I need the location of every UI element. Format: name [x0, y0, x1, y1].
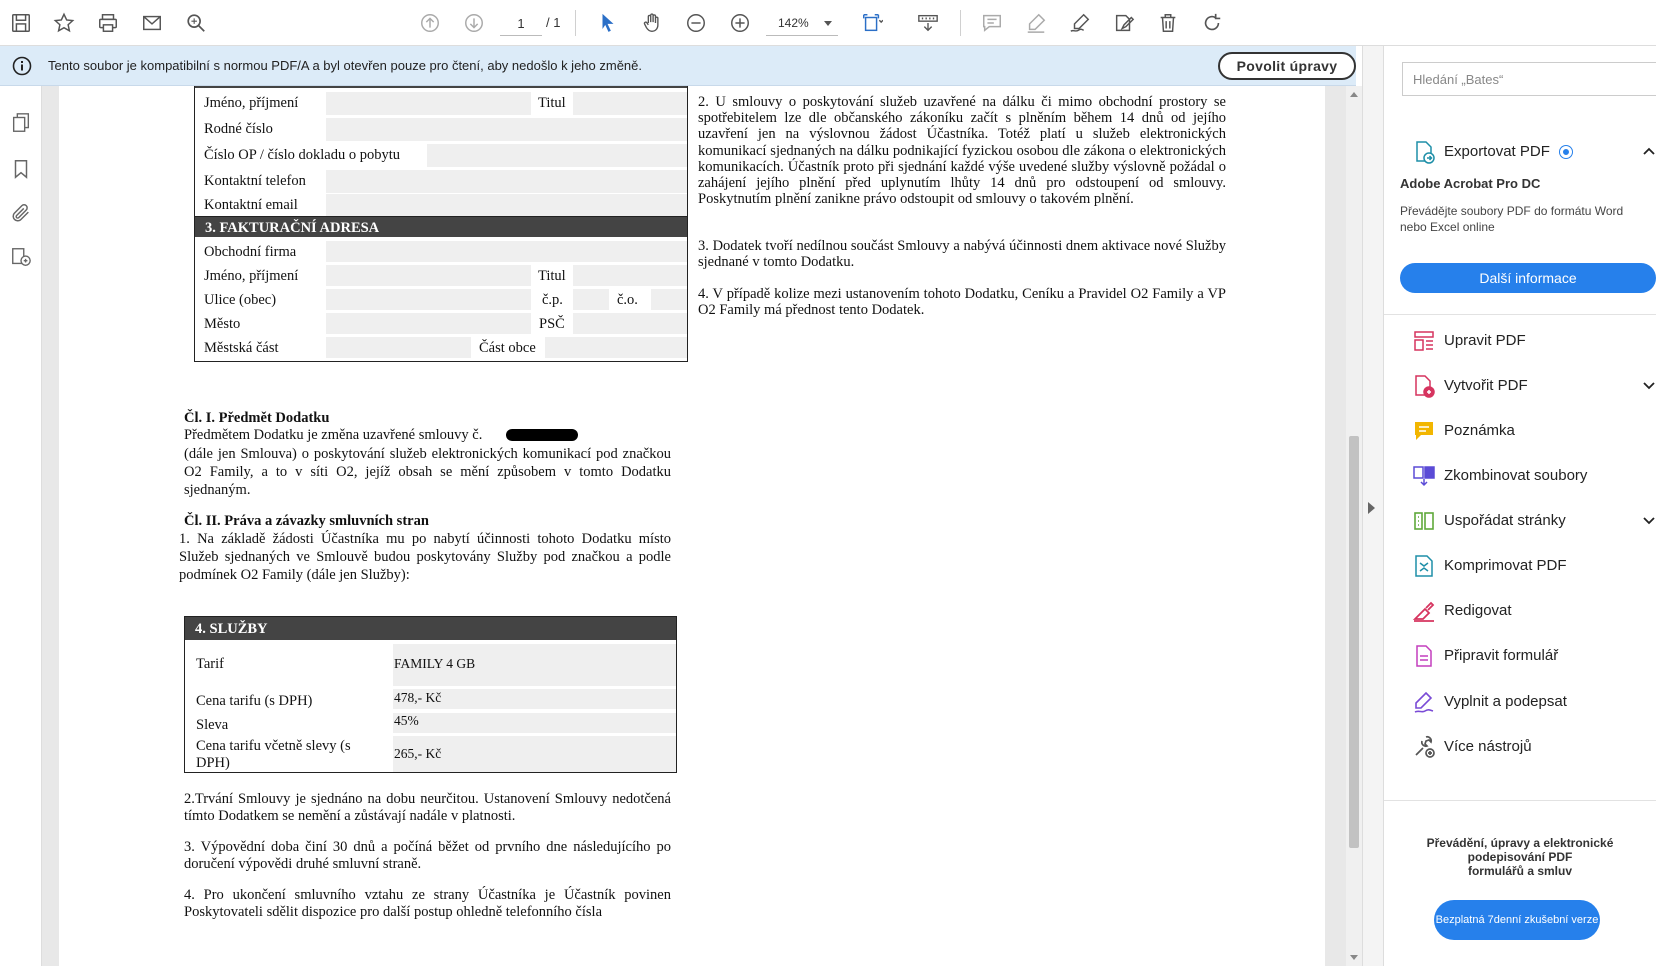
article-1-line: Předmětem Dodatku je změna uzavřené smlouvy č.	[184, 427, 483, 443]
print-icon[interactable]	[94, 9, 122, 37]
form-label: Městská část	[204, 340, 279, 356]
toolbar-divider	[960, 10, 961, 36]
form-label: Část obce	[479, 340, 536, 356]
edit-pdf-icon	[1412, 329, 1436, 353]
form-label: Kontaktní telefon	[204, 173, 306, 189]
comment-icon[interactable]	[978, 9, 1006, 37]
readonly-notice-bar	[0, 46, 1356, 86]
redaction-mark	[506, 429, 578, 441]
form-row	[195, 337, 687, 359]
form-row	[195, 241, 687, 263]
notice-text: Tento soubor je kompatibilní s normou PDF/A a byl otevřen pouze pro čtení, aby nedošlo k jeho změně.	[48, 58, 643, 73]
form-row	[195, 144, 687, 168]
service-row	[185, 736, 676, 772]
service-label: Cena tarifu včetně slevy (s DPH)	[196, 738, 351, 771]
billing-name-field	[326, 265, 531, 286]
redact-icon	[1412, 599, 1436, 623]
tool-redact[interactable]	[1384, 591, 1656, 631]
info-badge-icon	[1560, 146, 1572, 158]
hand-tool-icon[interactable]	[638, 9, 666, 37]
services-table	[184, 616, 677, 773]
paragraph-3: 3. Výpovědní doba činí 30 dnů a počíná běžet od prvního dne následujícího po doručení výpovědi druhé smluvní straně.	[184, 839, 671, 872]
city-part-field	[545, 337, 687, 358]
promo-title: Adobe Acrobat Pro DC	[1400, 176, 1541, 191]
bookmark-star-icon[interactable]	[50, 9, 78, 37]
billing-address-table	[194, 217, 688, 362]
export-pdf-label: Exportovat PDF	[1444, 143, 1550, 160]
zoom-in-icon[interactable]	[726, 9, 754, 37]
form-label: č.p.	[542, 292, 563, 308]
enable-editing-button[interactable]: Povolit úpravy	[1218, 52, 1356, 80]
tools-pane	[1384, 46, 1656, 966]
article-2-paragraph-1: 1. Na základě žádosti Účastníka mu po nabytí účinnosti tohoto Dodatku místo Služeb sjednaných ve Smlouvě budou poskytovány Služby pod značkou a podle podmínek O2 Family (dále jen Služby):	[179, 531, 671, 583]
co-field	[651, 289, 687, 310]
main-toolbar	[0, 0, 1656, 46]
more-tools-icon	[1412, 735, 1436, 759]
service-row	[185, 713, 676, 735]
service-row	[185, 644, 676, 686]
email-field	[326, 194, 687, 216]
export-pdf-icon	[1412, 140, 1436, 164]
bookmarks-icon[interactable]	[8, 156, 34, 182]
tool-label: Vytvořit PDF	[1444, 377, 1528, 394]
article-1-body: (dále jen Smlouva) o poskytování služeb elektronických komunikací pod značkou O2 Family, a to v síti O2, jejíž obsah se mění způsobem v tomto Dodatku sjednaným.	[184, 446, 671, 498]
service-label: Cena tarifu (s DPH)	[196, 693, 313, 709]
form-label: Kontaktní email	[204, 197, 298, 213]
tool-more-tools[interactable]	[1384, 727, 1656, 767]
form-label: Obchodní firma	[204, 244, 297, 260]
save-icon[interactable]	[7, 9, 35, 37]
tool-comment[interactable]	[1384, 411, 1656, 451]
export-pdf-item[interactable]	[1384, 132, 1656, 172]
title-field	[573, 92, 687, 115]
pdf-page	[59, 86, 1325, 966]
fill-sign-icon[interactable]	[1110, 9, 1138, 37]
page-number-input[interactable]	[500, 12, 542, 36]
previous-page-icon[interactable]	[416, 9, 444, 37]
tool-label: Připravit formulář	[1444, 647, 1559, 664]
city-field	[326, 313, 531, 334]
promo-description: Převádějte soubory PDF do formátu Word nebo Excel online	[1400, 204, 1624, 234]
chevron-down-icon[interactable]	[1642, 378, 1656, 392]
service-row	[185, 689, 676, 711]
tool-label: Více nástrojů	[1444, 738, 1532, 755]
bates-search-input[interactable]	[1402, 62, 1656, 96]
panel-divider	[1384, 314, 1656, 315]
tool-edit-pdf[interactable]	[1384, 321, 1656, 361]
bottom-promo-text	[1384, 836, 1656, 878]
tool-create-pdf[interactable]	[1384, 366, 1656, 406]
tool-label: Uspořádat stránky	[1444, 512, 1566, 529]
fit-page-icon[interactable]	[858, 9, 886, 37]
right-paragraph-4: 4. V případě kolize mezi ustanovením tohoto Dodatku, Ceníku a Pravidel O2 Family a VP O2 Family má přednost tento Dodatek.	[698, 286, 1226, 319]
district-field	[326, 337, 471, 358]
contact-info-table	[194, 86, 688, 217]
id-document-field	[427, 144, 687, 167]
highlight-pen-icon[interactable]	[1022, 9, 1050, 37]
phone-field	[326, 170, 687, 193]
form-row	[195, 194, 687, 218]
vertical-scrollbar[interactable]	[1346, 86, 1362, 966]
psc-field	[573, 313, 687, 334]
service-label: Sleva	[196, 717, 229, 733]
create-pdf-icon	[1412, 374, 1436, 398]
form-row	[195, 265, 687, 287]
info-icon	[12, 56, 32, 76]
form-label: Rodné číslo	[204, 121, 273, 137]
scroll-down-icon[interactable]	[1350, 955, 1358, 960]
birth-number-field	[326, 118, 687, 141]
tool-label: Upravit PDF	[1444, 332, 1526, 349]
paragraph-4: 4. Pro ukončení smluvního vztahu ze strany Účastníka je Účastník povinen Poskytovateli sdělit dispozice pro další postup ohledně telefonního čísla	[184, 887, 671, 920]
search-icon[interactable]	[182, 9, 210, 37]
more-info-button[interactable]: Další informace	[1400, 263, 1656, 293]
service-value: 478,- Kč	[394, 690, 442, 705]
page-total: / 1	[546, 15, 561, 30]
security-settings-icon[interactable]	[8, 244, 34, 270]
right-paragraph-3: 3. Dodatek tvoří nedílnou součást Smlouvy a nabývá účinnosti dnem aktivace nové Služby sjednané v tomto Dodatku.	[698, 238, 1226, 271]
scrollbar-thumb[interactable]	[1349, 436, 1359, 848]
form-row	[195, 118, 687, 142]
combine-files-icon	[1412, 464, 1436, 488]
form-label: Ulice (obec)	[204, 292, 277, 308]
tool-label: Poznámka	[1444, 422, 1515, 439]
free-trial-button[interactable]: Bezplatná 7denní zkušební verze	[1434, 900, 1600, 940]
table-header: 3. FAKTURAČNÍ ADRESA	[195, 217, 687, 237]
service-value: FAMILY 4 GB	[394, 656, 476, 671]
comment-note-icon	[1412, 419, 1436, 443]
form-label: PSČ	[539, 316, 565, 332]
name-field	[326, 92, 531, 115]
street-field	[326, 289, 531, 310]
table-header: 4. SLUŽBY	[185, 617, 676, 640]
panel-divider	[1384, 800, 1656, 801]
bottom-promo-line: formulářů a smluv	[1467, 864, 1573, 878]
compress-pdf-icon	[1412, 554, 1436, 578]
tool-organize-pages[interactable]	[1384, 501, 1656, 541]
service-label: Tarif	[196, 656, 224, 672]
form-label: Číslo OP / číslo dokladu o pobytu	[204, 147, 401, 163]
attachments-icon[interactable]	[8, 200, 34, 226]
rotate-icon[interactable]	[1198, 9, 1226, 37]
form-label: Titul	[538, 95, 566, 111]
form-row	[195, 92, 687, 116]
page-thumbnails-icon[interactable]	[8, 110, 34, 136]
fill-sign-pen-icon	[1412, 690, 1436, 714]
paragraph-2: 2.Trvání Smlouvy je sjednáno na dobu neurčitou. Ustanovení Smlouvy nedotčená tímto Dodatkem se nemění a zůstávají nadále v platnosti.	[184, 791, 671, 824]
collapse-right-pane-icon[interactable]	[1368, 502, 1375, 514]
tool-combine-files[interactable]	[1384, 456, 1656, 496]
form-label: Jméno, příjmení	[204, 268, 299, 284]
billing-title-field	[573, 265, 687, 286]
service-value: 45%	[394, 713, 419, 728]
tool-prepare-form[interactable]	[1384, 636, 1656, 676]
bottom-promo-line: Převádění, úpravy a elektronické podepisování PDF	[1426, 836, 1614, 864]
article-1-title: Čl. I. Předmět Dodatku	[184, 410, 330, 426]
prepare-form-icon	[1412, 644, 1436, 668]
tool-fill-sign[interactable]	[1384, 682, 1656, 722]
scroll-mode-icon[interactable]	[914, 9, 942, 37]
table-top-band	[195, 86, 687, 88]
service-value-cell	[393, 713, 676, 733]
toolbar-divider	[575, 10, 576, 36]
cp-field	[573, 289, 609, 310]
form-label: Město	[204, 316, 241, 332]
tool-label: Zkombinovat soubory	[1444, 467, 1588, 484]
chevron-down-icon	[824, 21, 832, 26]
tool-compress-pdf[interactable]	[1384, 546, 1656, 586]
form-row	[195, 289, 687, 311]
form-row	[195, 170, 687, 194]
organize-pages-icon	[1412, 509, 1436, 533]
zoom-level-select[interactable]	[766, 12, 838, 36]
zoom-out-icon[interactable]	[682, 9, 710, 37]
form-label: č.o.	[617, 292, 638, 308]
document-viewport[interactable]	[42, 86, 1346, 966]
delete-icon[interactable]	[1154, 9, 1182, 37]
right-paragraph-2: 2. U smlouvy o poskytování služeb uzavřené na dálku či mimo obchodní prostory se spotřebitelem lze dle občanského zákoníku začít s plněním během 14 dnů od jejího uzavření jen na výslovnou žádost Účastníka. Totéž platí u služeb elektronických komunikací sjednaných na dálku podnikající fyzickou osobou dle zákona o elektronických komunikacích. Účastník proto při sjednání každé výše uvedené služby výslovně požádal o zahájení jejího plnění před uplynutím lhůty 14 dnů pro odstoupení od smlouvy. Poskytnutím plnění zanikne právo odstoupit od smlouvy o takovém plnění.	[698, 94, 1226, 208]
tool-label: Komprimovat PDF	[1444, 557, 1567, 574]
draw-signature-icon[interactable]	[1066, 9, 1094, 37]
form-label: Jméno, příjmení	[204, 95, 299, 111]
form-row	[195, 313, 687, 335]
chevron-up-icon[interactable]	[1642, 144, 1656, 158]
chevron-down-icon[interactable]	[1642, 513, 1656, 527]
article-2-title: Čl. II. Práva a závazky smluvních stran	[184, 513, 429, 529]
email-icon[interactable]	[138, 9, 166, 37]
next-page-icon[interactable]	[460, 9, 488, 37]
service-value: 265,- Kč	[394, 746, 442, 761]
form-label: Titul	[538, 268, 566, 284]
tool-label: Redigovat	[1444, 602, 1512, 619]
company-field	[326, 241, 687, 262]
zoom-level-value: 142%	[778, 16, 809, 30]
tool-label: Vyplnit a podepsat	[1444, 693, 1567, 710]
left-navigation-pane	[0, 86, 42, 966]
select-cursor-icon[interactable]	[594, 9, 622, 37]
scroll-up-icon[interactable]	[1350, 92, 1358, 97]
